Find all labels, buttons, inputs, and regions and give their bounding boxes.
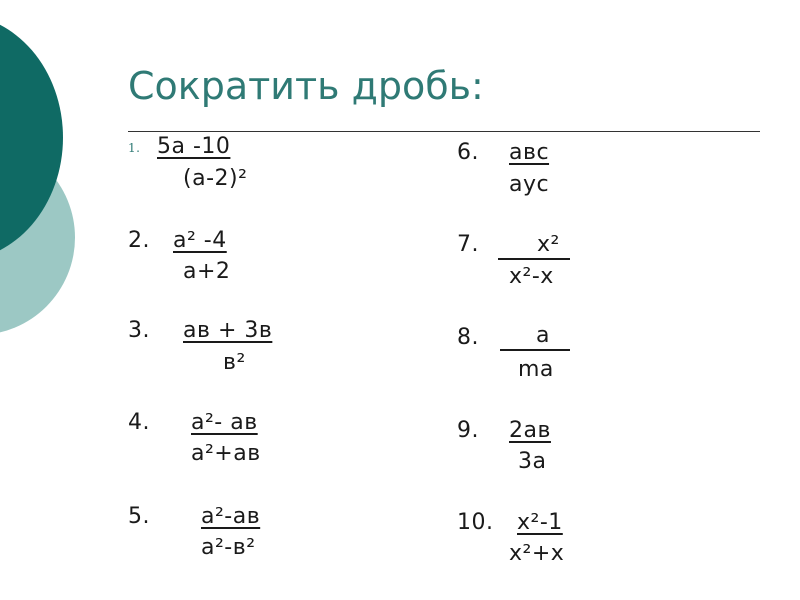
item-9-denominator: 3а	[518, 449, 547, 474]
item-7-fraction-bar	[498, 258, 570, 260]
item-1-numerator: 5а -10	[157, 134, 231, 159]
item-1-denominator: (а-2)²	[183, 166, 248, 191]
item-4-denominator: а²+ав	[191, 441, 261, 466]
item-4-numerator: а²- ав	[191, 410, 258, 435]
item-6-numerator: авс	[509, 140, 550, 165]
item-8-numerator: а	[536, 323, 550, 348]
item-7-denominator: х²-х	[509, 264, 554, 289]
title-divider	[128, 131, 760, 132]
item-6-number: 6.	[457, 140, 479, 165]
item-2-denominator: а+2	[183, 259, 231, 284]
item-1-number: 1.	[128, 141, 141, 155]
item-8-number: 8.	[457, 325, 479, 350]
item-10-numerator: х²-1	[517, 510, 563, 535]
item-5-number: 5.	[128, 504, 150, 529]
item-2-numerator: а² -4	[173, 228, 227, 253]
item-3-denominator: в²	[223, 350, 246, 375]
item-7-numerator: х²	[537, 232, 560, 257]
item-3-number: 3.	[128, 318, 150, 343]
item-4-number: 4.	[128, 410, 150, 435]
item-5-denominator: а²-в²	[201, 535, 256, 560]
item-9-numerator: 2ав	[509, 418, 551, 443]
item-5-numerator: а²-ав	[201, 504, 261, 529]
item-8-fraction-bar	[500, 349, 570, 351]
item-10-number: 10.	[457, 510, 494, 535]
slide-title: Сократить дробь:	[128, 64, 484, 108]
item-8-denominator: mа	[518, 357, 554, 382]
item-9-number: 9.	[457, 418, 479, 443]
item-10-denominator: х²+х	[509, 541, 565, 566]
item-3-numerator: ав + 3в	[183, 318, 273, 343]
item-6-denominator: ауc	[509, 172, 550, 197]
item-2-number: 2.	[128, 228, 150, 253]
item-7-number: 7.	[457, 232, 479, 257]
